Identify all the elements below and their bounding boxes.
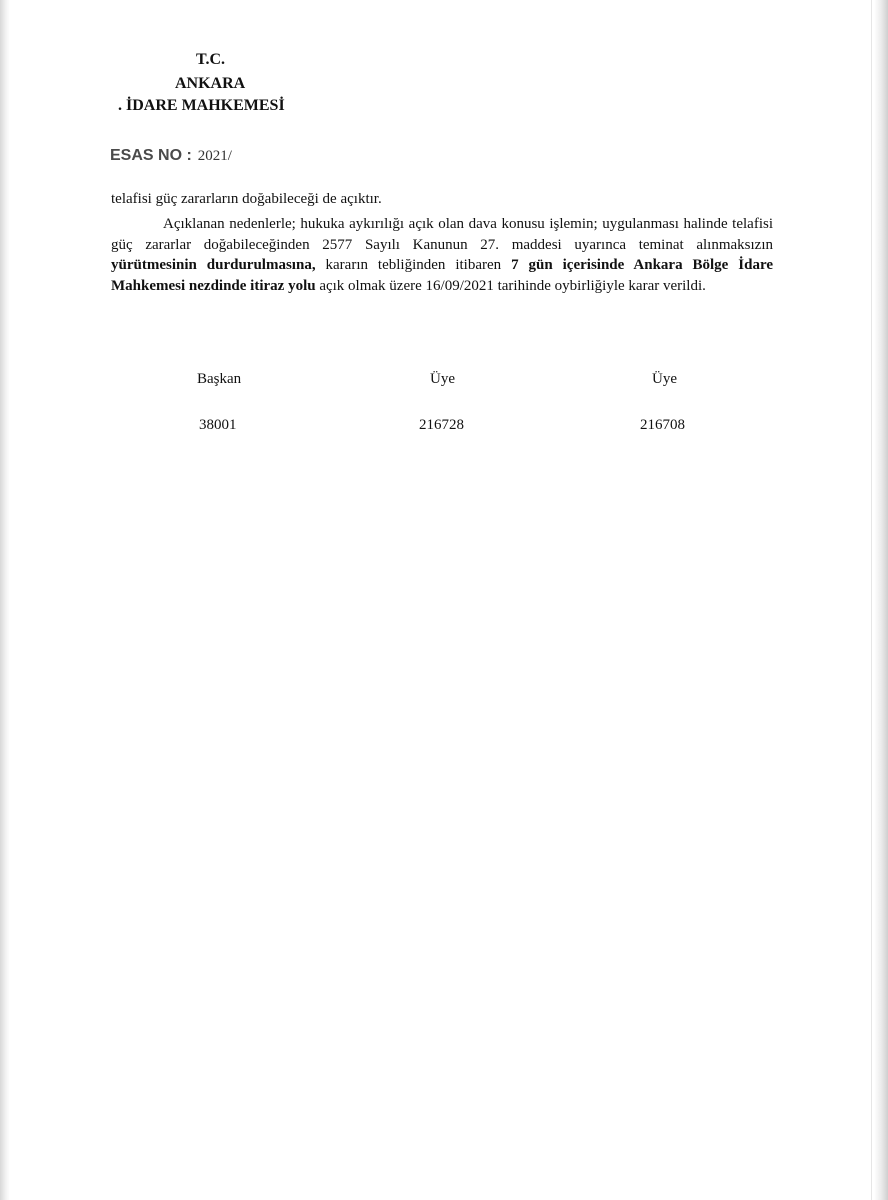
paragraph-2-text-e: açık olmak üzere 16/09/2021 tarihinde oybirliğiyle karar verildi. [315,277,706,294]
case-number-value: 2021/ [197,148,232,164]
page-edge-line [871,0,872,1200]
paragraph-2-bold-stay: yürütmesinin durdurulmasına, [111,257,316,274]
header-city: ANKARA [175,75,246,92]
signature-title-president: Başkan [197,371,242,387]
page-edge-left [0,0,10,1200]
paragraph-2-bold-appeal: 7 gün içerisinde Ankara Bölge İdare Mahkemesi nezdinde itiraz yolu [111,257,773,294]
page-edge-right [874,0,888,1200]
header-tc: T.C. [196,51,226,68]
signature-number-member-1: 216728 [419,417,464,433]
paragraph-2-text-c: kararın tebliğinden itibaren [315,257,512,274]
paragraph-2-text-a: Açıklanan nedenlerle; hukuka aykırılığı açık olan dava konusu işlemin; uygulanması halinde telafisi güç zararlar doğabileceğinden 2577 Sayılı Kanunun 27. maddesi uyarınca teminat alınmaksızın [111,216,773,253]
signature-number-president: 38001 [199,417,237,433]
signature-title-member-2: Üye [652,371,677,387]
signature-title-member-1: Üye [430,371,455,387]
paragraph-1: telafisi güç zararların doğabileceği de açıktır. [111,191,382,207]
paragraph-2 [111,214,773,296]
signature-number-member-2: 216708 [640,417,685,433]
case-number-label: ESAS NO : [110,147,192,164]
case-number [110,145,232,167]
header-court: . İDARE MAHKEMESİ [118,97,285,114]
